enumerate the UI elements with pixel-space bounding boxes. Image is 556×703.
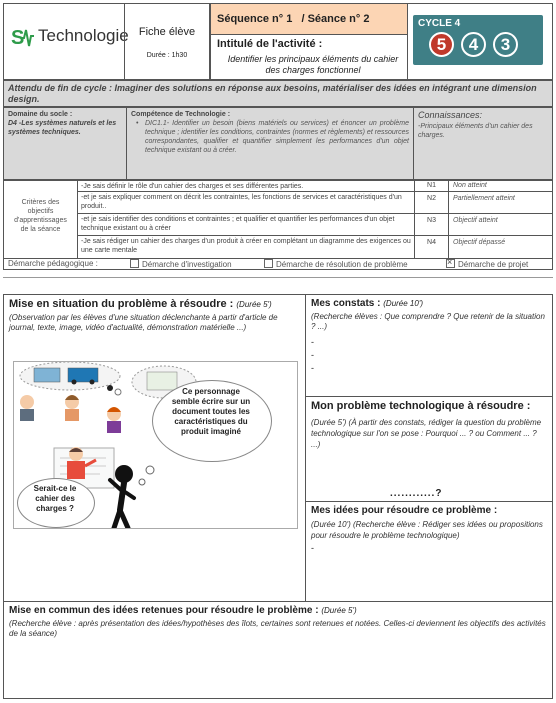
demarche-row [3,258,553,270]
criteres-label: Critères des objectifs d'apprentissages de la séance [14,199,67,233]
bubble-left-text: Serait-ce le cahier des charges ? [33,484,77,513]
idees-bullet: - [311,543,314,553]
level-desc-1-label: Non atteint [453,182,487,189]
constats-panel [305,294,553,397]
situation-heading [9,298,300,311]
idees-panel [305,501,553,602]
svg-text:S: S [11,27,25,49]
checkbox-icon[interactable] [130,259,139,268]
checkbox-icon[interactable] [264,259,273,268]
critere-text-2: -et je sais expliquer comment on décrit les contraintes, les fonctions de services et caractéristiques d'un produit.. [81,194,402,210]
level-desc-4 [448,235,553,259]
connaissances-title: Connaissances: [418,110,483,120]
demarche-option-investigation-label: Démarche d'investigation [142,260,232,269]
probleme-title: Mon problème technologique à résoudre : [311,400,531,412]
constats-heading [311,298,547,310]
level-desc-4-label: Objectif dépassé [453,239,506,246]
sequence-cell [210,3,408,35]
demarche-option-projet[interactable] [446,259,528,270]
level-n3-label: N3 [427,217,436,224]
activity-cell [210,34,408,80]
activity-title: Intitulé de l'activité : [217,38,323,50]
constats-text: (Recherche élèves : Que comprendre ? Que retenir de la situation ? ...) [311,312,545,331]
demarche-option-resolution[interactable] [264,259,408,270]
constats-title: Mes constats : [311,298,381,309]
list-item: - [311,363,314,373]
level-desc-3-label: Objectif atteint [453,217,498,224]
level-desc-2 [448,191,553,214]
demarche-option-investigation[interactable] [130,259,232,270]
competence-title: Compétence de Technologie : [131,111,231,118]
fiche-cell [124,3,210,80]
checked-checkbox-icon[interactable] [446,259,455,268]
constats-duration: (Durée 10') [383,299,424,308]
demarche-option-projet-label: Démarche de projet [458,260,529,269]
connaissances-text: -Principaux éléments d'un cahier des charges. [418,123,533,139]
socle-title: Domaine du socle : [8,111,73,118]
cycle-badge [413,15,543,65]
probleme-panel [305,396,553,502]
demarche-label: Démarche pédagogique : [8,259,98,268]
list-item: - [311,337,314,347]
cycle-4-badge [461,32,486,57]
critere-text-1: -Je sais définir le rôle d'un cahier des charges et ses différentes parties. [81,183,304,190]
duration: Durée : 1h30 [146,52,188,59]
logo-icon [10,22,40,52]
commun-panel [3,601,553,699]
level-n4 [414,235,449,259]
cycle-number-3: 3 [500,35,511,54]
cycle-5-badge [429,32,454,57]
critere-text-4: -Je sais rédiger un cahier des charges d'un produit à créer en complétant un diagramme des exigences ou une carte mentale [81,238,411,254]
situation-duration: (Durée 5') [236,300,272,309]
demarche-option-resolution-label: Démarche de résolution de problème [276,260,408,269]
probleme-dots: ............? [390,488,443,499]
situation-title: Mise en situation du problème à résoudre : [9,298,234,310]
logo-text: Technologie [38,26,129,45]
probleme-text: (Durée 5') (À partir des constats, rédiger la question du problème technologique sur l'on se pose : Pourquoi ... ? ou Comment ... ? ...) [311,418,542,449]
commun-duration: (Durée 5') [321,606,357,615]
cycle-number-5: 5 [436,35,447,54]
critere-text-3: -et je sais identifier des conditions et contraintes ; et qualifier et quantifier les performances d'un objet technique existant ou à créer [81,216,395,232]
activity-desc: Identifier les principaux éléments du cahier des charges fonctionnel [227,54,399,75]
level-desc-2-label: Partiellement atteint [453,195,515,202]
level-n3 [414,213,449,236]
list-item: - [311,350,314,360]
attendu-row: Attendu de fin de cycle : Imaginer des solutions en réponse aux besoins, matérialiser des idées en intégrant une dimension design. [3,80,553,107]
criteres-label-cell [3,180,78,259]
socle-text: D4 -Les systèmes naturels et les systèmes techniques. [8,120,117,136]
bubble-right-text: Ce personnage semble écrire sur un document toutes les caractéristiques du produit imaginé [171,387,251,436]
constats-bullets [311,336,547,375]
competence-item [131,119,409,155]
commun-heading [9,605,547,617]
critere-row-4 [77,235,415,259]
idees-heading [311,505,547,517]
section-divider [3,277,553,278]
level-n1-label: N1 [427,182,436,189]
fiche-title: Fiche élève [138,26,196,38]
cycle-label: CYCLE 4 [418,18,461,29]
idees-title: Mes idées pour résoudre ce problème : [311,505,498,516]
bullet-icon: • [136,120,139,127]
cycle-number-4: 4 [468,35,479,54]
socle-cell [3,107,127,180]
commun-text: (Recherche élève : après présentation des idées/hypothèses des îlots, certaines sont retenues et notées. Celles-ci deviennent les objectifs des activités de la séance) [9,619,546,638]
competence-cell [126,107,414,180]
cycle-3-badge [493,32,518,57]
level-n2 [414,191,449,214]
competence-text: DIC1.1- Identifier un besoin (biens matériels ou services) et énoncer un problème technique ; identifier les conditions, contraintes (normes et règlements) et ressources correspondantes, qualifier et quantifier simplement les performances d'un objet technique existant ou à créer. [145,120,409,154]
level-n4-label: N4 [427,239,436,246]
connaissances-cell [413,107,553,180]
logo-cell [3,3,129,80]
level-desc-3 [448,213,553,236]
idees-text: (Durée 10') (Recherche élève : Rédiger ses idées ou propositions pour résoudre le problème technologique) [311,520,543,540]
sequence-label: Séquence n° 1 / Séance n° 2 [217,13,370,25]
critere-row-2 [77,191,415,214]
level-n2-label: N2 [427,195,436,202]
critere-row-3 [77,213,415,236]
situation-text: (Observation par les élèves d'une situation déclenchante à partir d'article de journal, texte, image, vidéo d'actualité, démonstration matérielle ...) [9,313,278,332]
commun-title: Mise en commun des idées retenues pour résoudre le problème : [9,605,319,616]
